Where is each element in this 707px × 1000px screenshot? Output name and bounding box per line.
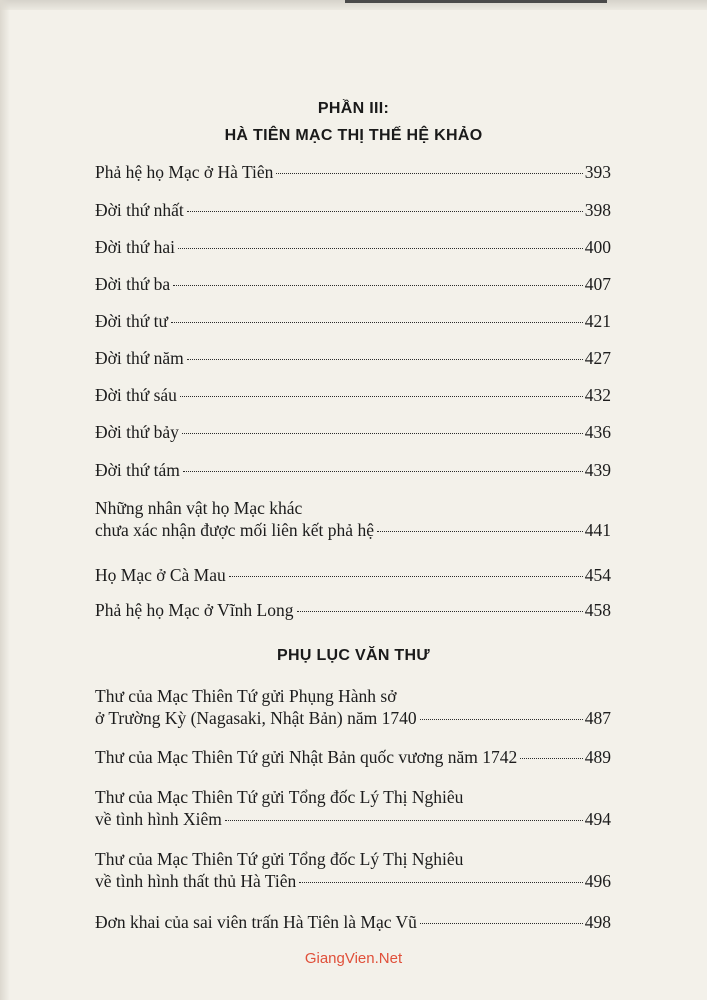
toc-entry-row [95,347,611,369]
toc-entry [95,911,611,933]
toc-entry [95,786,611,830]
toc-entry-row [95,310,611,332]
toc-entry-row [95,911,611,933]
dot-leader [173,285,583,286]
toc-entry-page-number: 496 [584,871,611,891]
toc-entry [95,236,611,258]
toc-entry-row [95,161,611,183]
toc-entry-page-number: 427 [584,348,611,368]
toc-entry-page-number: 498 [584,912,611,932]
toc-entry-row [95,459,611,481]
dot-leader [377,531,583,532]
toc-entry-title: về tình hình Xiêm [95,809,222,829]
toc-entry-title: Đơn khai của sai viên trấn Hà Tiên là Mạc Vũ [95,912,417,932]
toc-entry-row [95,599,611,621]
toc-entry-page-number: 487 [584,708,611,728]
toc-entry-title-line: Thư của Mạc Thiên Tứ gửi Tổng đốc Lý Thị Nghiêu [95,787,464,807]
toc-entry-row [95,421,611,443]
part-heading-title: HÀ TIÊN MẠC THỊ THẾ HỆ KHẢO [224,127,483,144]
toc-entry-row [95,236,611,258]
toc-entry-title: về tình hình thất thủ Hà Tiên [95,871,297,891]
toc-entry [95,599,611,621]
toc-entry-title-line: Thư của Mạc Thiên Tứ gửi Phụng Hành sở [95,686,397,706]
dot-leader [187,211,583,212]
toc-entry [95,497,611,541]
toc-entry-title: Thư của Mạc Thiên Tứ gửi Nhật Bản quốc vương năm 1742 [95,747,518,767]
toc-entry-row [95,870,611,892]
dot-leader [276,173,582,174]
toc-entry-row [95,273,611,295]
toc-entry-row [95,564,611,586]
dot-leader [178,248,583,249]
toc-entry-page-number: 458 [584,600,611,620]
dot-leader [420,719,583,720]
dot-leader [520,758,583,759]
page-left-edge [0,0,10,1000]
toc-entry-page-number: 441 [584,520,611,540]
toc-entry [95,384,611,406]
toc-entry [95,310,611,332]
toc-entry [95,161,611,183]
binding-shadow [345,0,607,3]
dot-leader [420,923,583,924]
dot-leader [182,433,583,434]
toc-entry-title: Phả hệ họ Mạc ở Hà Tiên [95,162,274,182]
toc-entry-title: ở Trường Kỳ (Nagasaki, Nhật Bản) năm 1740 [95,708,417,728]
toc-entry-page-number: 393 [584,162,611,182]
toc-entry-title: chưa xác nhận được mối liên kết phả hệ [95,520,374,540]
toc-entry-title-line: Những nhân vật họ Mạc khác [95,498,303,518]
dot-leader [225,820,583,821]
toc-entry [95,848,611,892]
toc-entry-title: Đời thứ hai [95,237,175,257]
toc-entry-page-number: 436 [584,422,611,442]
toc-entry-title: Đời thứ bảy [95,422,179,442]
toc-entry-title-line: Thư của Mạc Thiên Tứ gửi Tổng đốc Lý Thị Nghiêu [95,849,464,869]
page-top-edge [0,0,707,10]
toc-entry-title: Phả hệ họ Mạc ở Vĩnh Long [95,600,294,620]
toc-entry-page-number: 494 [584,809,611,829]
toc-entry-title: Họ Mạc ở Cà Mau [95,565,226,585]
toc-entry-page-number: 432 [584,385,611,405]
toc-entry-page-number: 439 [584,460,611,480]
toc-entry [95,564,611,586]
toc-entry-page-number: 489 [584,747,611,767]
toc-entry-title: Đời thứ tám [95,460,180,480]
dot-leader [297,611,583,612]
toc-entry-title: Đời thứ sáu [95,385,177,405]
toc-entry [95,459,611,481]
dot-leader [171,322,583,323]
toc-entry-page-number: 407 [584,274,611,294]
dot-leader [299,882,583,883]
toc-entry-page-number: 421 [584,311,611,331]
toc-entry-row [95,199,611,221]
toc-entry-row [95,707,611,729]
toc-entry-page-number: 398 [584,200,611,220]
toc-entry-title: Đời thứ nhất [95,200,184,220]
toc-entry-title: Đời thứ năm [95,348,184,368]
toc-entry-page-number: 400 [584,237,611,257]
toc-entry [95,273,611,295]
dot-leader [229,576,583,577]
dot-leader [180,396,583,397]
toc-entry-page-number: 454 [584,565,611,585]
toc-entry [95,421,611,443]
toc-entry-title: Đời thứ ba [95,274,171,294]
watermark: GiangVien.Net [304,950,403,967]
toc-entry [95,746,611,768]
toc-entry [95,347,611,369]
toc-entry-row [95,746,611,768]
dot-leader [183,471,583,472]
toc-entry-title: Đời thứ tư [95,311,168,331]
toc-entry [95,685,611,729]
toc-entry [95,199,611,221]
toc-entry-row [95,808,611,830]
toc-entry-row [95,519,611,541]
part-heading-label: PHẦN III: [317,100,390,117]
dot-leader [187,359,583,360]
appendix-heading: PHỤ LỤC VĂN THƯ [277,647,430,664]
toc-entry-row [95,384,611,406]
